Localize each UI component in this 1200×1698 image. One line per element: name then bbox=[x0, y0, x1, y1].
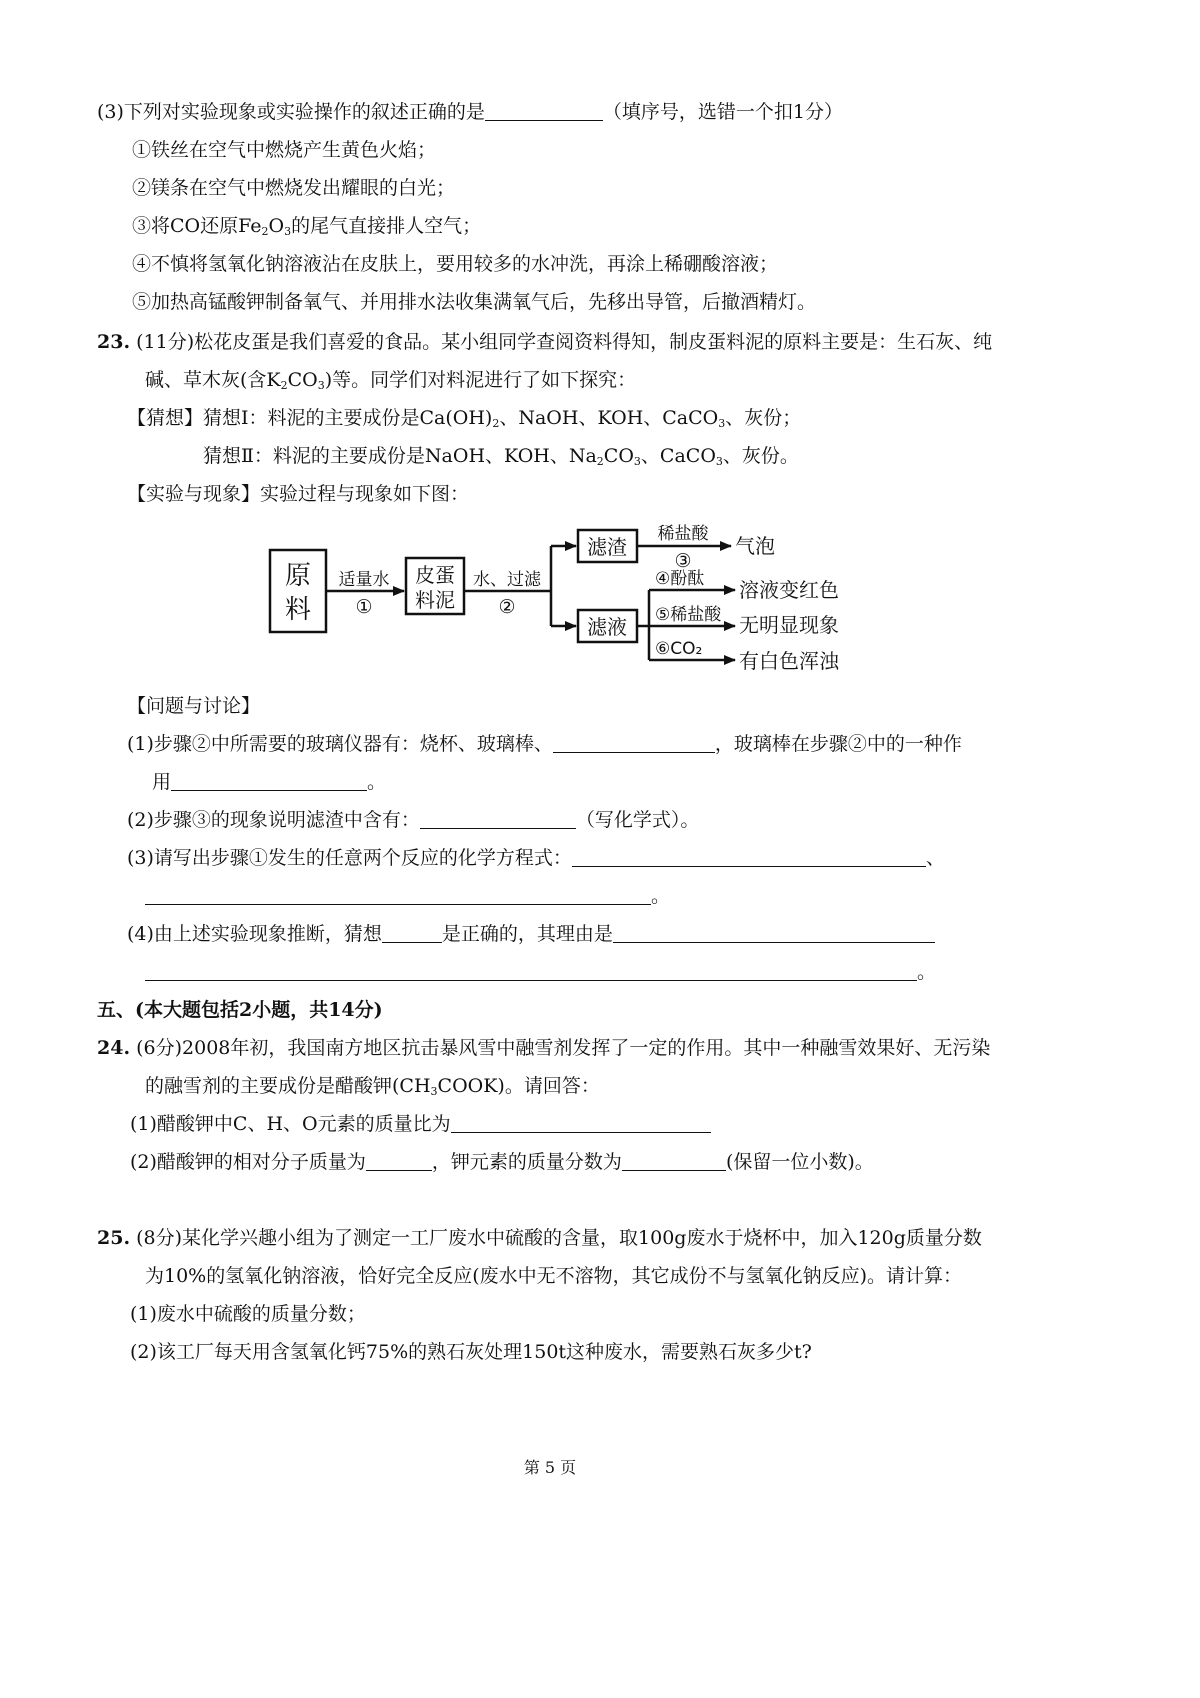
q23-part4-cont: 。 bbox=[145, 959, 936, 985]
answer-blank[interactable] bbox=[366, 1150, 432, 1171]
q22-part3: (3)下列对实验现象或实验操作的叙述正确的是 （填序号，选错一个扣1分） bbox=[97, 101, 844, 123]
raw-material-label-bottom: 料 bbox=[284, 595, 312, 625]
q22-option-3: ③将CO还原$Fe_2O_3$的尾气直接排人空气； bbox=[132, 215, 482, 238]
q25-part2: (2)该工厂每天用含氢氧化钙75%的熟石灰处理150t这种废水，需要熟石灰多少t? bbox=[130, 1341, 812, 1363]
q23-part3: (3)请写出步骤①发生的任意两个反应的化学方程式： 、 bbox=[127, 847, 945, 869]
question-number: 25. bbox=[97, 1227, 131, 1249]
answer-blank[interactable] bbox=[485, 100, 603, 121]
q23-part1: (1)步骤②中所需要的玻璃仪器有：烧杯、玻璃棒、 ，玻璃棒在步骤②中的一种作 bbox=[127, 733, 962, 755]
answer-blank[interactable] bbox=[622, 1150, 726, 1171]
answer-blank[interactable] bbox=[145, 884, 651, 905]
step2-label: 水、过滤 bbox=[473, 570, 541, 590]
q23-part2: (2)步骤③的现象说明滤渣中含有： （写化学式）。 bbox=[127, 809, 700, 831]
branch4-result: 溶液变红色 bbox=[739, 578, 839, 602]
question-number: 23. bbox=[97, 331, 131, 353]
answer-blank[interactable] bbox=[420, 808, 576, 829]
q22-option-5: ⑤加热高锰酸钾制备氧气、并用排水法收集满氧气后，先移出导管，后撤酒精灯。 bbox=[132, 291, 817, 313]
branch6-label: ⑥CO₂ bbox=[655, 639, 703, 659]
branch5-label: ⑤稀盐酸 bbox=[655, 605, 722, 625]
residue-reagent: 稀盐酸 bbox=[657, 524, 709, 544]
answer-blank[interactable] bbox=[613, 922, 935, 943]
egg-mud-label-top: 皮蛋 bbox=[415, 563, 455, 587]
page-number: 第 5 页 bbox=[523, 1458, 577, 1477]
step1-label: 适量水 bbox=[338, 570, 390, 590]
filtrate-label: 滤液 bbox=[587, 615, 627, 639]
branch4-label: ④酚酞 bbox=[655, 569, 705, 589]
answer-blank[interactable] bbox=[382, 922, 442, 943]
answer-blank[interactable] bbox=[572, 846, 926, 867]
q23-experiment-heading: 【实验与现象】实验过程与现象如下图： bbox=[127, 483, 470, 505]
answer-blank[interactable] bbox=[451, 1112, 711, 1133]
q23-part3-cont: 。 bbox=[145, 883, 670, 909]
step1-number: ① bbox=[355, 596, 373, 618]
step2-number: ② bbox=[498, 596, 516, 618]
q23-part1-cont: 用 。 bbox=[152, 771, 387, 793]
residue-label: 滤渣 bbox=[587, 535, 627, 559]
residue-step-number: ③ bbox=[674, 550, 692, 572]
q25-intro-2: 为10%的氢氧化钠溶液，恰好完全反应(废水中无不溶物，其它成份不与氢氧化钠反应)。请计算： bbox=[145, 1265, 963, 1287]
q24-part2: (2)醋酸钾的相对分子质量为 ，钾元素的质量分数为 (保留一位小数)。 bbox=[130, 1151, 874, 1173]
branch5-result: 无明显现象 bbox=[739, 613, 839, 637]
residue-result: 气泡 bbox=[735, 534, 775, 558]
question-number: 24. bbox=[97, 1037, 131, 1059]
answer-blank[interactable] bbox=[145, 960, 917, 981]
q24-intro-1: 24. (6分)2008年初，我国南方地区抗击暴风雪中融雪剂发挥了一定的作用。其中一种融雪效果好、无污染 bbox=[97, 1037, 991, 1059]
q24-part1: (1)醋酸钾中C、H、O元素的质量比为 bbox=[130, 1111, 711, 1137]
answer-blank[interactable] bbox=[171, 770, 367, 791]
q24-intro-2: 的融雪剂的主要成份是醋酸钾$(CH_3COOK)$。请回答： bbox=[145, 1075, 600, 1098]
section-heading: 五、(本大题包括2小题，共14分) bbox=[97, 999, 383, 1021]
q25-part1: (1)废水中硫酸的质量分数； bbox=[130, 1303, 366, 1325]
q25-intro-1: 25. (8分)某化学兴趣小组为了测定一工厂废水中硫酸的含量，取100g废水于烧杯中，加入120g质量分数 bbox=[97, 1227, 982, 1249]
branch6-result: 有白色浑浊 bbox=[739, 649, 839, 673]
q23-guess-1: 【猜想】猜想Ⅰ：料泥的主要成份是$Ca(OH)_2$、NaOH、KOH、CaCO$_3$、灰份； bbox=[127, 407, 802, 430]
answer-blank[interactable] bbox=[553, 732, 715, 753]
raw-material-label-top: 原 bbox=[284, 561, 312, 591]
egg-mud-label-bottom: 料泥 bbox=[415, 588, 455, 612]
q23-intro-2: 碱、草木灰(含$K_2CO_3$)等。同学们对料泥进行了如下探究： bbox=[145, 369, 637, 392]
q23-discussion-heading: 【问题与讨论】 bbox=[127, 695, 261, 717]
q23-guess-2: 猜想Ⅱ：料泥的主要成份是NaOH、KOH、$Na_2CO_3$、CaCO$_3$、灰份。 bbox=[203, 445, 799, 468]
experiment-flow-diagram bbox=[265, 518, 885, 688]
q23-intro-1: 23. (11分)松花皮蛋是我们喜爱的食品。某小组同学查阅资料得知，制皮蛋料泥的原料主要是：生石灰、纯 bbox=[97, 331, 993, 353]
q22-option-2: ②镁条在空气中燃烧发出耀眼的白光； bbox=[132, 177, 456, 199]
q22-option-1: ①铁丝在空气中燃烧产生黄色火焰； bbox=[132, 139, 437, 161]
q23-part4: (4)由上述实验现象推断，猜想 是正确的，其理由是 bbox=[127, 921, 935, 947]
q22-option-4: ④不慎将氢氧化钠溶液沾在皮肤上，要用较多的水冲洗，再涂上稀硼酸溶液； bbox=[132, 253, 779, 275]
